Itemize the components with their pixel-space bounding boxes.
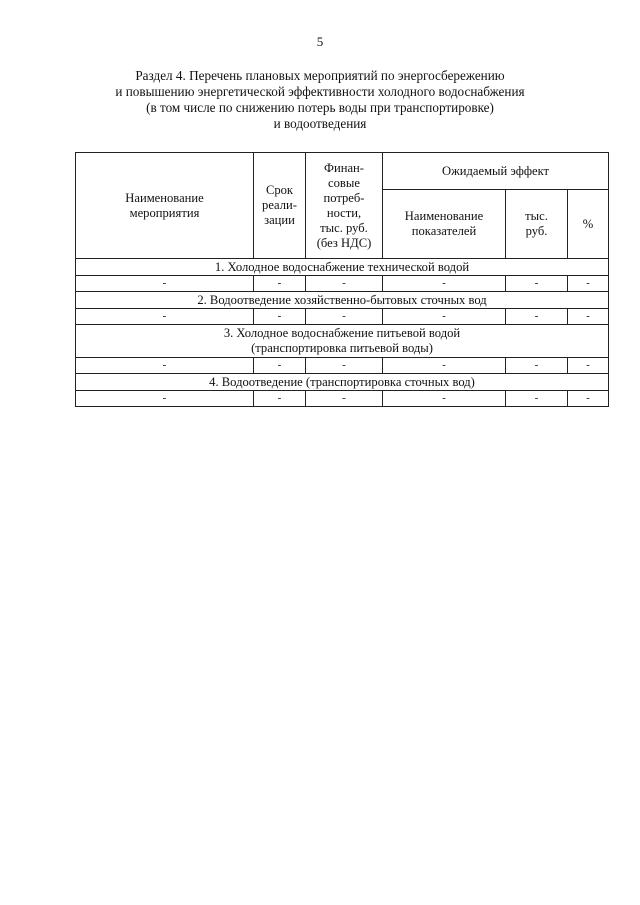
section-heading <box>60 68 580 132</box>
cell-indicator: - <box>383 309 506 325</box>
header-indicator-name <box>383 190 506 259</box>
header-term-line: Срок <box>265 183 294 197</box>
cell-finance: - <box>306 309 383 325</box>
header-finance-line: совые <box>328 175 360 190</box>
header-term-line: реали- <box>262 198 297 212</box>
header-finance-line: потреб- <box>323 190 365 205</box>
header-finance-line: тыс. руб. <box>320 220 368 235</box>
header-term <box>254 153 306 259</box>
page-number: 5 <box>316 34 324 49</box>
cell-term: - <box>254 391 306 407</box>
cell-rub: - <box>506 358 568 374</box>
header-indicator-line: показателей <box>411 224 477 238</box>
measures-table <box>75 152 609 407</box>
cell-measure: - <box>76 391 254 407</box>
cell-rub: - <box>506 276 568 292</box>
table-row <box>76 309 609 325</box>
section-row <box>76 259 609 276</box>
cell-percent: - <box>568 358 609 374</box>
cell-term: - <box>254 309 306 325</box>
section-title: 4. Водоотведение (транспортировка сточных вод) <box>76 374 609 391</box>
cell-indicator: - <box>383 276 506 292</box>
cell-rub: - <box>506 309 568 325</box>
cell-indicator: - <box>383 358 506 374</box>
section-title <box>76 325 609 358</box>
section-title: 1. Холодное водоснабжение технической водой <box>76 259 609 276</box>
cell-indicator: - <box>383 391 506 407</box>
cell-measure: - <box>76 276 254 292</box>
section-title-line: 3. Холодное водоснабжение питьевой водой <box>223 326 461 340</box>
cell-percent: - <box>568 391 609 407</box>
cell-term: - <box>254 276 306 292</box>
header-finance-line: ности, <box>326 205 362 220</box>
header-finance-line: Финан- <box>324 160 364 175</box>
cell-rub: - <box>506 391 568 407</box>
header-term-line: зации <box>264 213 295 227</box>
cell-measure: - <box>76 309 254 325</box>
header-thousand-rub <box>506 190 568 259</box>
cell-finance: - <box>306 391 383 407</box>
section-title-line: (транспортировка питьевой воды) <box>251 341 433 355</box>
cell-percent: - <box>568 276 609 292</box>
table-row <box>76 276 609 292</box>
cell-finance: - <box>306 358 383 374</box>
header-measure-name-line: Наименование <box>125 190 204 205</box>
cell-measure: - <box>76 358 254 374</box>
header-indicator-line: Наименование <box>404 209 484 223</box>
cell-term: - <box>254 358 306 374</box>
cell-percent: - <box>568 309 609 325</box>
header-percent: % <box>568 190 609 259</box>
header-expected-effect: Ожидаемый эффект <box>383 153 609 190</box>
cell-finance: - <box>306 276 383 292</box>
section-title: 2. Водоотведение хозяйственно-бытовых сточных вод <box>76 292 609 309</box>
table-row <box>76 358 609 374</box>
heading-line-2: и повышению энергетической эффективности холодного водоснабжения <box>115 84 525 99</box>
header-rub-line: тыс. <box>525 209 548 223</box>
header-finance <box>306 153 383 259</box>
heading-line-3: (в том числе по снижению потерь воды при транспортировке) <box>146 100 494 115</box>
header-measure-name <box>76 153 254 259</box>
header-measure-name-line: мероприятия <box>129 205 200 220</box>
section-row <box>76 374 609 391</box>
section-row <box>76 325 609 358</box>
header-rub-line: руб. <box>525 224 548 238</box>
table-row <box>76 391 609 407</box>
heading-line-1: Раздел 4. Перечень плановых мероприятий по энергосбережению <box>135 68 505 83</box>
heading-line-4: и водоотведения <box>273 116 367 131</box>
section-row <box>76 292 609 309</box>
header-finance-line: (без НДС) <box>316 235 372 250</box>
